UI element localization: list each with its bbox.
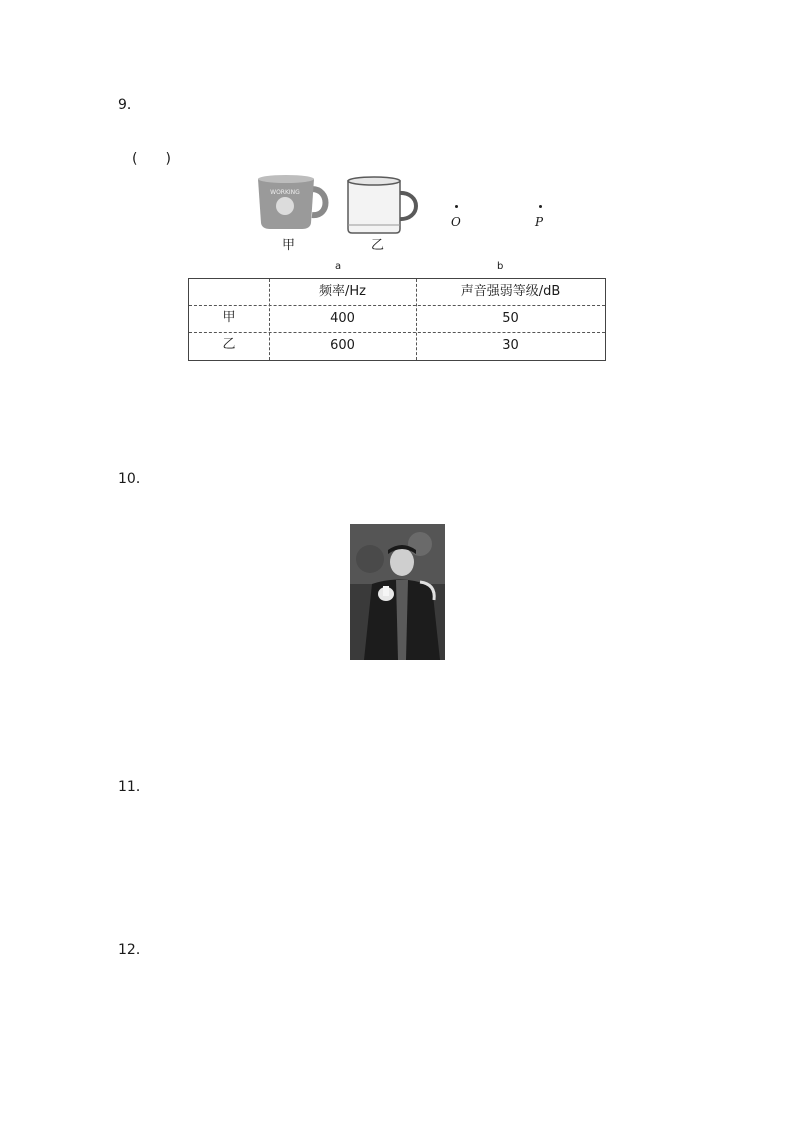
figure-caption-a: a [335, 261, 342, 272]
point-p-dot [539, 205, 542, 208]
table-cell: 乙 [222, 337, 236, 352]
point-p-label: P [535, 215, 544, 229]
point-o-dot [455, 205, 458, 208]
question-number: 11． [118, 779, 150, 795]
table-cell: 50 [502, 311, 519, 326]
figure-caption-b: b [497, 261, 504, 272]
table-cell: 600 [330, 338, 355, 353]
table-header: 声音强弱等级/dB [460, 284, 561, 299]
cup-label-jia: 甲 [282, 238, 296, 253]
cup-label-yi: 乙 [371, 238, 385, 253]
cups-figure [240, 170, 600, 275]
table-cell: 30 [502, 338, 519, 353]
cup-jia-image [254, 173, 334, 231]
question-number: 12． [118, 942, 150, 958]
question-number: 10． [118, 471, 150, 487]
cup-yi-image [342, 175, 424, 235]
table-header: 频率/Hz [319, 284, 366, 299]
cup-logo-text: WORKING [270, 189, 300, 196]
data-table [188, 278, 606, 361]
man-shouting-photo [350, 524, 445, 660]
table-cell: 甲 [222, 310, 236, 325]
point-o-label: O [451, 215, 461, 229]
question-number: 9． [118, 97, 141, 113]
table-cell: 400 [330, 311, 355, 326]
answer-blank: ( ) [132, 151, 171, 167]
